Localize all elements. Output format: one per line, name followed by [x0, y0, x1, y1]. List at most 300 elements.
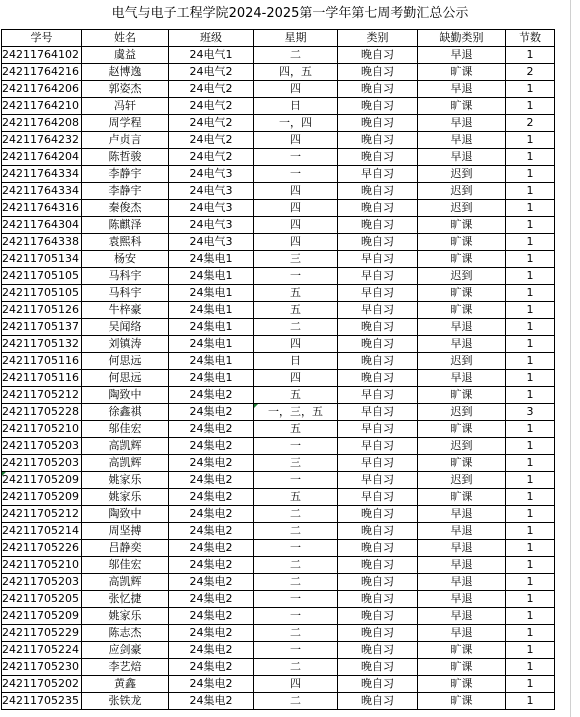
weekday-cell: 一	[254, 472, 338, 489]
absence-type-cell: 早退	[418, 132, 506, 149]
table-row	[2, 472, 555, 489]
student-id-cell: 24211705105	[2, 268, 82, 285]
absence-type-cell: 迟到	[418, 472, 506, 489]
name-cell: 陈哲骏	[82, 149, 169, 166]
period-count-cell: 1	[506, 506, 555, 523]
period-count-cell: 1	[506, 642, 555, 659]
session-type-cell: 晚自习	[338, 608, 418, 625]
weekday-cell: 四	[254, 200, 338, 217]
student-id-cell: 24211705209	[2, 608, 82, 625]
name-cell: 刘镇涛	[82, 336, 169, 353]
name-cell: 卢贞言	[82, 132, 169, 149]
student-id-cell: 24211764338	[2, 234, 82, 251]
student-id-cell: 24211705228	[2, 404, 82, 421]
table-row	[2, 336, 555, 353]
table-row	[2, 251, 555, 268]
weekday-cell: 二	[254, 557, 338, 574]
class-cell: 24集电2	[169, 608, 254, 625]
table-row	[2, 217, 555, 234]
session-type-cell: 晚自习	[338, 659, 418, 676]
table-row	[2, 234, 555, 251]
weekday-cell: 三	[254, 455, 338, 472]
period-count-cell: 1	[506, 455, 555, 472]
name-cell: 吴闻络	[82, 319, 169, 336]
student-id-cell: 24211705209	[2, 489, 82, 506]
name-cell: 郭姿杰	[82, 81, 169, 98]
name-cell: 陈志杰	[82, 625, 169, 642]
name-cell: 李静宇	[82, 183, 169, 200]
session-type-cell: 晚自习	[338, 540, 418, 557]
session-type-cell: 晚自习	[338, 200, 418, 217]
period-count-cell: 1	[506, 319, 555, 336]
weekday-cell: 四	[254, 217, 338, 234]
table-row	[2, 200, 555, 217]
table-row	[2, 489, 555, 506]
session-type-cell: 晚自习	[338, 81, 418, 98]
name-cell: 陈麒泽	[82, 217, 169, 234]
session-type-cell: 晚自习	[338, 64, 418, 81]
period-count-cell: 2	[506, 115, 555, 132]
weekday-cell: 二	[254, 625, 338, 642]
absence-type-cell: 旷课	[418, 693, 506, 710]
session-type-cell: 晚自习	[338, 370, 418, 387]
absence-type-cell: 旷课	[418, 302, 506, 319]
session-type-cell: 晚自习	[338, 319, 418, 336]
weekday-cell: 二	[254, 47, 338, 64]
period-count-cell: 1	[506, 149, 555, 166]
period-count-cell: 1	[506, 98, 555, 115]
session-type-cell: 晚自习	[338, 234, 418, 251]
weekday-cell: 四	[254, 370, 338, 387]
session-type-cell: 晚自习	[338, 591, 418, 608]
class-cell: 24集电1	[169, 319, 254, 336]
name-cell: 应剑豪	[82, 642, 169, 659]
student-id-cell: 24211705230	[2, 659, 82, 676]
period-count-cell: 1	[506, 166, 555, 183]
session-type-cell: 晚自习	[338, 336, 418, 353]
name-cell: 何思远	[82, 353, 169, 370]
weekday-cell: 四	[254, 183, 338, 200]
class-cell: 24电气2	[169, 149, 254, 166]
student-id-cell: 24211764334	[2, 183, 82, 200]
class-cell: 24电气2	[169, 98, 254, 115]
class-cell: 24集电2	[169, 625, 254, 642]
session-type-cell: 晚自习	[338, 47, 418, 64]
session-type-cell: 早自习	[338, 302, 418, 319]
class-cell: 24集电2	[169, 421, 254, 438]
weekday-cell: 五	[254, 489, 338, 506]
class-cell: 24集电1	[169, 251, 254, 268]
table-row	[2, 506, 555, 523]
weekday-cell: 二	[254, 523, 338, 540]
name-cell: 陶致中	[82, 506, 169, 523]
absence-type-cell: 早退	[418, 149, 506, 166]
student-id-cell: 24211764204	[2, 149, 82, 166]
header-class: 班级	[169, 30, 254, 47]
class-cell: 24集电1	[169, 353, 254, 370]
name-cell: 周坚搏	[82, 523, 169, 540]
weekday-cell: 一	[254, 149, 338, 166]
student-id-cell: 24211705137	[2, 319, 82, 336]
student-id-cell: 24211705212	[2, 387, 82, 404]
class-cell: 24集电2	[169, 642, 254, 659]
weekday-cell: 一	[254, 268, 338, 285]
class-cell: 24集电2	[169, 387, 254, 404]
period-count-cell: 2	[506, 64, 555, 81]
class-cell: 24集电2	[169, 676, 254, 693]
session-type-cell: 晚自习	[338, 693, 418, 710]
table-row	[2, 421, 555, 438]
table-row	[2, 353, 555, 370]
name-cell: 高凯辉	[82, 438, 169, 455]
absence-type-cell: 早退	[418, 506, 506, 523]
weekday-cell: 一	[254, 642, 338, 659]
table-row	[2, 132, 555, 149]
absence-type-cell: 旷课	[418, 676, 506, 693]
session-type-cell: 早自习	[338, 421, 418, 438]
table-row	[2, 302, 555, 319]
session-type-cell: 晚自习	[338, 183, 418, 200]
name-cell: 马科宇	[82, 268, 169, 285]
absence-type-cell: 旷课	[418, 387, 506, 404]
period-count-cell: 1	[506, 591, 555, 608]
period-count-cell: 1	[506, 302, 555, 319]
table-row	[2, 64, 555, 81]
absence-type-cell: 旷课	[418, 251, 506, 268]
weekday-cell: 四	[254, 676, 338, 693]
session-type-cell: 早自习	[338, 404, 418, 421]
table-row	[2, 659, 555, 676]
student-id-cell: 24211705203	[2, 438, 82, 455]
period-count-cell: 1	[506, 489, 555, 506]
name-cell: 邬佳宏	[82, 421, 169, 438]
table-row	[2, 387, 555, 404]
class-cell: 24集电1	[169, 336, 254, 353]
period-count-cell: 1	[506, 676, 555, 693]
weekday-cell: 二	[254, 693, 338, 710]
weekday-cell: 五	[254, 421, 338, 438]
student-id-cell: 24211764216	[2, 64, 82, 81]
name-cell: 姚家乐	[82, 472, 169, 489]
table-row	[2, 676, 555, 693]
table-row	[2, 625, 555, 642]
table-row	[2, 608, 555, 625]
table-row	[2, 557, 555, 574]
student-id-cell: 24211705116	[2, 353, 82, 370]
table-row	[2, 404, 555, 421]
table-row	[2, 523, 555, 540]
table-row	[2, 98, 555, 115]
name-cell: 徐鑫祺	[82, 404, 169, 421]
class-cell: 24集电1	[169, 268, 254, 285]
absence-type-cell: 迟到	[418, 268, 506, 285]
class-cell: 24电气3	[169, 200, 254, 217]
student-id-cell: 24211705203	[2, 574, 82, 591]
absence-type-cell: 早退	[418, 47, 506, 64]
session-type-cell: 早自习	[338, 166, 418, 183]
name-cell: 赵博逸	[82, 64, 169, 81]
weekday-cell: 一，四	[254, 115, 338, 132]
period-count-cell: 1	[506, 523, 555, 540]
class-cell: 24电气3	[169, 183, 254, 200]
session-type-cell: 晚自习	[338, 506, 418, 523]
session-type-cell: 早自习	[338, 455, 418, 472]
absence-type-cell: 迟到	[418, 353, 506, 370]
absence-type-cell: 旷课	[418, 98, 506, 115]
absence-type-cell: 迟到	[418, 438, 506, 455]
absence-type-cell: 早退	[418, 540, 506, 557]
weekday-cell: 五	[254, 302, 338, 319]
absence-type-cell: 旷课	[418, 455, 506, 472]
absence-type-cell: 迟到	[418, 200, 506, 217]
table-row	[2, 319, 555, 336]
class-cell: 24电气2	[169, 132, 254, 149]
period-count-cell: 1	[506, 217, 555, 234]
absence-type-cell: 迟到	[418, 404, 506, 421]
class-cell: 24电气1	[169, 47, 254, 64]
absence-type-cell: 早退	[418, 319, 506, 336]
table-row	[2, 370, 555, 387]
table-row	[2, 149, 555, 166]
period-count-cell: 1	[506, 693, 555, 710]
name-cell: 姚家乐	[82, 489, 169, 506]
session-type-cell: 晚自习	[338, 574, 418, 591]
student-id-cell: 24211705224	[2, 642, 82, 659]
name-cell: 陶致中	[82, 387, 169, 404]
class-cell: 24集电2	[169, 659, 254, 676]
session-type-cell: 晚自习	[338, 625, 418, 642]
absence-type-cell: 旷课	[418, 421, 506, 438]
weekday-cell: 一	[254, 438, 338, 455]
class-cell: 24电气2	[169, 81, 254, 98]
class-cell: 24集电2	[169, 540, 254, 557]
weekday-cell: 二	[254, 659, 338, 676]
header-weekday: 星期	[254, 30, 338, 47]
table-row	[2, 115, 555, 132]
class-cell: 24集电2	[169, 506, 254, 523]
student-id-cell: 24211705134	[2, 251, 82, 268]
absence-type-cell: 旷课	[418, 659, 506, 676]
weekday-cell: 四	[254, 132, 338, 149]
name-cell: 冯轩	[82, 98, 169, 115]
table-body	[2, 47, 555, 710]
name-cell: 袁熙科	[82, 234, 169, 251]
period-count-cell: 1	[506, 336, 555, 353]
table-row	[2, 47, 555, 64]
name-cell: 张忆捷	[82, 591, 169, 608]
class-cell: 24集电2	[169, 472, 254, 489]
session-type-cell: 晚自习	[338, 149, 418, 166]
student-id-cell: 24211705205	[2, 591, 82, 608]
student-id-cell: 24211764232	[2, 132, 82, 149]
table-row	[2, 285, 555, 302]
header-absence-type: 缺勤类别	[418, 30, 506, 47]
period-count-cell: 1	[506, 370, 555, 387]
name-cell: 虞益	[82, 47, 169, 64]
class-cell: 24电气3	[169, 166, 254, 183]
absence-type-cell: 旷课	[418, 234, 506, 251]
weekday-cell: 二	[254, 506, 338, 523]
class-cell: 24电气3	[169, 217, 254, 234]
period-count-cell: 1	[506, 251, 555, 268]
class-cell: 24电气2	[169, 115, 254, 132]
weekday-cell: 日	[254, 353, 338, 370]
session-type-cell: 晚自习	[338, 523, 418, 540]
table-row	[2, 642, 555, 659]
name-cell: 李静宇	[82, 166, 169, 183]
class-cell: 24集电2	[169, 489, 254, 506]
weekday-cell: 一	[254, 591, 338, 608]
class-cell: 24集电2	[169, 404, 254, 421]
absence-type-cell: 旷课	[418, 285, 506, 302]
period-count-cell: 1	[506, 81, 555, 98]
name-cell: 邬佳宏	[82, 557, 169, 574]
session-type-cell: 早自习	[338, 438, 418, 455]
period-count-cell: 1	[506, 557, 555, 574]
absence-type-cell: 早退	[418, 557, 506, 574]
class-cell: 24集电2	[169, 591, 254, 608]
student-id-cell: 24211705209	[2, 472, 82, 489]
student-id-cell: 24211705132	[2, 336, 82, 353]
session-type-cell: 晚自习	[338, 98, 418, 115]
class-cell: 24集电2	[169, 574, 254, 591]
table-row	[2, 455, 555, 472]
period-count-cell: 1	[506, 234, 555, 251]
attendance-table	[1, 29, 555, 710]
weekday-cell: 一	[254, 166, 338, 183]
weekday-cell: 三	[254, 251, 338, 268]
absence-type-cell: 早退	[418, 336, 506, 353]
name-cell: 高凯辉	[82, 574, 169, 591]
session-type-cell: 早自习	[338, 268, 418, 285]
weekday-cell: 二	[254, 574, 338, 591]
session-type-cell: 早自习	[338, 489, 418, 506]
period-count-cell: 1	[506, 387, 555, 404]
session-type-cell: 早自习	[338, 285, 418, 302]
header-name: 姓名	[82, 30, 169, 47]
name-cell: 秦俊杰	[82, 200, 169, 217]
absence-type-cell: 旷课	[418, 64, 506, 81]
student-id-cell: 24211705226	[2, 540, 82, 557]
period-count-cell: 1	[506, 353, 555, 370]
absence-type-cell: 早退	[418, 608, 506, 625]
student-id-cell: 24211764208	[2, 115, 82, 132]
student-id-cell: 24211764102	[2, 47, 82, 64]
name-cell: 周学程	[82, 115, 169, 132]
period-count-cell: 1	[506, 438, 555, 455]
class-cell: 24电气2	[169, 64, 254, 81]
name-cell: 张铁龙	[82, 693, 169, 710]
absence-type-cell: 旷课	[418, 489, 506, 506]
session-type-cell: 早自习	[338, 251, 418, 268]
student-id-cell: 24211764316	[2, 200, 82, 217]
period-count-cell: 1	[506, 608, 555, 625]
period-count-cell: 1	[506, 132, 555, 149]
period-count-cell: 1	[506, 625, 555, 642]
student-id-cell: 24211764206	[2, 81, 82, 98]
student-id-cell: 24211705229	[2, 625, 82, 642]
weekday-cell: 日	[254, 98, 338, 115]
absence-type-cell: 早退	[418, 523, 506, 540]
absence-type-cell: 旷课	[418, 642, 506, 659]
absence-type-cell: 早退	[418, 625, 506, 642]
session-type-cell: 晚自习	[338, 557, 418, 574]
class-cell: 24集电2	[169, 693, 254, 710]
session-type-cell: 晚自习	[338, 676, 418, 693]
period-count-cell: 1	[506, 421, 555, 438]
period-count-cell: 1	[506, 285, 555, 302]
absence-type-cell: 迟到	[418, 183, 506, 200]
header-student-id: 学号	[2, 30, 82, 47]
weekday-cell: 五	[254, 285, 338, 302]
column-divider	[570, 0, 571, 717]
period-count-cell: 1	[506, 200, 555, 217]
period-count-cell: 1	[506, 47, 555, 64]
table-row	[2, 81, 555, 98]
session-type-cell: 晚自习	[338, 642, 418, 659]
session-type-cell: 晚自习	[338, 132, 418, 149]
weekday-cell: 二	[254, 319, 338, 336]
header-session-type: 类别	[338, 30, 418, 47]
class-cell: 24集电2	[169, 523, 254, 540]
table-row	[2, 591, 555, 608]
name-cell: 杨安	[82, 251, 169, 268]
table-header-row	[2, 30, 555, 47]
absence-type-cell: 旷课	[418, 217, 506, 234]
absence-type-cell: 早退	[418, 591, 506, 608]
weekday-cell: 四	[254, 336, 338, 353]
class-cell: 24集电1	[169, 302, 254, 319]
class-cell: 24集电2	[169, 438, 254, 455]
student-id-cell: 24211705210	[2, 557, 82, 574]
period-count-cell: 3	[506, 404, 555, 421]
table-row	[2, 540, 555, 557]
header-period-count: 节数	[506, 30, 555, 47]
name-cell: 何思远	[82, 370, 169, 387]
class-cell: 24电气3	[169, 234, 254, 251]
class-cell: 24集电2	[169, 455, 254, 472]
period-count-cell: 1	[506, 268, 555, 285]
session-type-cell: 晚自习	[338, 115, 418, 132]
table-row	[2, 166, 555, 183]
absence-type-cell: 早退	[418, 370, 506, 387]
student-id-cell: 24211705210	[2, 421, 82, 438]
name-cell: 高凯辉	[82, 455, 169, 472]
table-row	[2, 268, 555, 285]
student-id-cell: 24211705235	[2, 693, 82, 710]
period-count-cell: 1	[506, 472, 555, 489]
weekday-cell: 一，三，五	[254, 404, 338, 421]
table-row	[2, 693, 555, 710]
student-id-cell: 24211705105	[2, 285, 82, 302]
table-row	[2, 438, 555, 455]
weekday-cell: 一	[254, 608, 338, 625]
absence-type-cell: 早退	[418, 115, 506, 132]
student-id-cell: 24211705116	[2, 370, 82, 387]
session-type-cell: 晚自习	[338, 217, 418, 234]
name-cell: 李艺焙	[82, 659, 169, 676]
class-cell: 24集电1	[169, 370, 254, 387]
class-cell: 24集电2	[169, 557, 254, 574]
name-cell: 马科宇	[82, 285, 169, 302]
student-id-cell: 24211764304	[2, 217, 82, 234]
table-row	[2, 183, 555, 200]
student-id-cell: 24211705203	[2, 455, 82, 472]
student-id-cell: 24211705202	[2, 676, 82, 693]
session-type-cell: 早自习	[338, 472, 418, 489]
name-cell: 姚家乐	[82, 608, 169, 625]
student-id-cell: 24211705126	[2, 302, 82, 319]
